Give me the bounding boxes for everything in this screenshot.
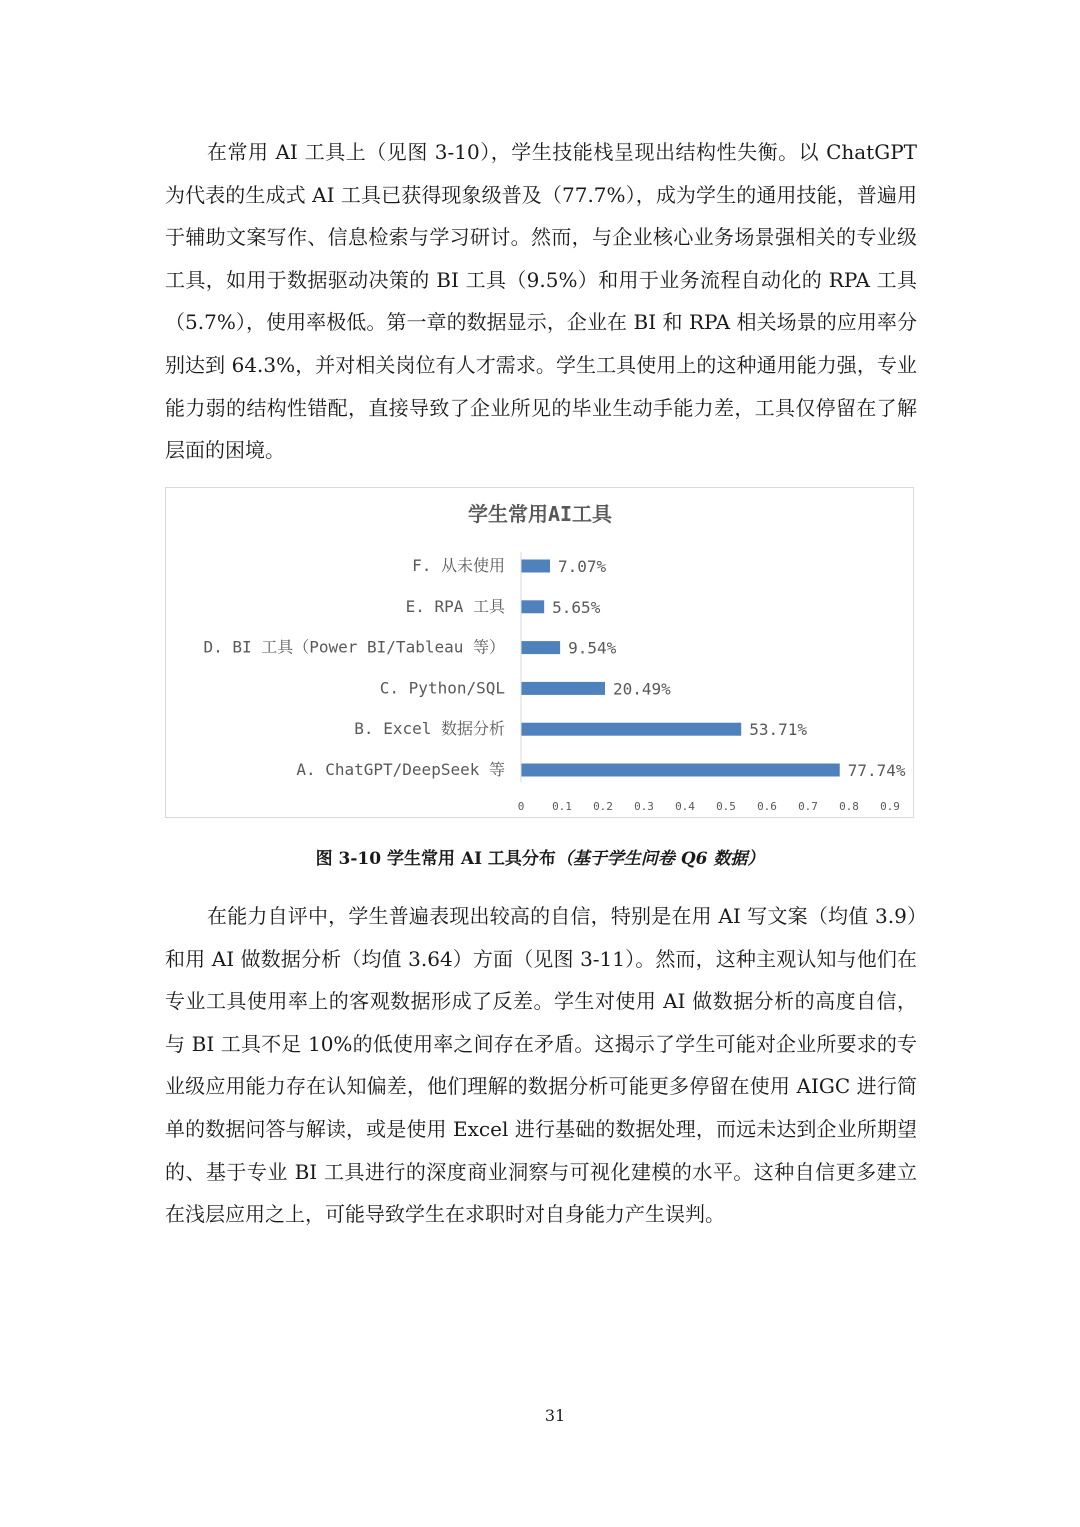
value-label: 7.07% bbox=[557, 557, 607, 576]
value-label: 20.49% bbox=[613, 679, 671, 699]
value-label: 9.54% bbox=[568, 638, 617, 658]
x-tick-label: 0.7 bbox=[798, 800, 818, 813]
bar bbox=[521, 723, 741, 736]
x-tick-label: 0 bbox=[517, 800, 525, 813]
value-label: 5.65% bbox=[552, 597, 601, 617]
category-label: B. Excel 数据分析 bbox=[354, 719, 505, 739]
x-tick-label: 0.3 bbox=[634, 800, 654, 813]
figure-caption bbox=[0, 846, 1080, 872]
chart-title: 学生常用AI工具 bbox=[467, 502, 613, 526]
caption-main: 图 3-10 学生常用 AI 工具分布 bbox=[315, 849, 556, 869]
bar bbox=[521, 641, 560, 654]
bar bbox=[521, 682, 605, 695]
x-tick-label: 0.6 bbox=[757, 800, 777, 813]
bar bbox=[521, 560, 550, 573]
x-tick-label: 0.4 bbox=[675, 800, 695, 813]
chart-container bbox=[165, 487, 914, 818]
category-label: C. Python/SQL bbox=[379, 678, 505, 698]
bar bbox=[521, 764, 840, 777]
category-label: E. RPA 工具 bbox=[405, 596, 505, 616]
x-tick-label: 0.5 bbox=[716, 800, 736, 813]
bar bbox=[521, 600, 544, 613]
caption-note: （基于学生问卷 Q6 数据） bbox=[555, 849, 765, 869]
paragraph-1: 在常用 AI 工具上（见图 3-10），学生技能栈呈现出结构性失衡。以 ChatGPT 为代表的生成式 AI 工具已获得现象级普及（77.7%），成为学生的通用技能，普遍用于辅助文案写作、信息检索与学习研讨。然而，与企业核心业务场景强相关的专业级工具，如用于数据驱动决策的 BI 工具（9.5%）和用于业务流程自动化的 RPA 工具（5.7%），使用率极低。第一章的数据显示，企业在 BI 和 RPA 相关场景的应用率分别达到 64.3%，并对相关岗位有人才需求。学生工具使用上的这种通用能力强，专业能力弱的结构性错配，直接导致了企业所见的毕业生动手能力差，工具仅停留在了解层面的困境。 bbox=[165, 140, 917, 463]
category-label: D. BI 工具（Power BI/Tableau 等） bbox=[203, 637, 505, 657]
category-label: A. ChatGPT/DeepSeek 等 bbox=[296, 760, 505, 779]
paragraph-2: 在能力自评中，学生普遍表现出较高的自信，特别是在用 AI 写文案（均值 3.9）和用 AI 做数据分析（均值 3.64）方面（见图 3-11）。然而，这种主观认知与他们在专业工具使用率上的客观数据形成了反差。学生对使用 AI 做数据分析的高度自信，与 BI 工具不足 10%的低使用率之间存在矛盾。这揭示了学生可能对企业所要求的专业级应用能力存在认知偏差，他们理解的数据分析可能更多停留在使用 AIGC 进行简单的数据问答与解读，或是使用 Excel 进行基础的数据处理，而远未达到企业所期望的、基于专业 BI 工具进行的深度商业洞察与可视化建模的水平。这种自信更多建立在浅层应用之上，可能导致学生在求职时对自身能力产生误判。 bbox=[165, 904, 917, 1227]
x-tick-label: 0.2 bbox=[593, 800, 613, 813]
value-label: 53.71% bbox=[749, 720, 808, 740]
page-number: 31 bbox=[544, 1406, 566, 1425]
value-label: 77.74% bbox=[847, 761, 906, 780]
x-tick-label: 0.8 bbox=[839, 800, 859, 813]
x-tick-label: 0.9 bbox=[880, 800, 900, 813]
x-tick-label: 0.1 bbox=[552, 800, 572, 813]
category-label: F. 从未使用 bbox=[412, 556, 505, 575]
bar-chart bbox=[166, 488, 915, 819]
